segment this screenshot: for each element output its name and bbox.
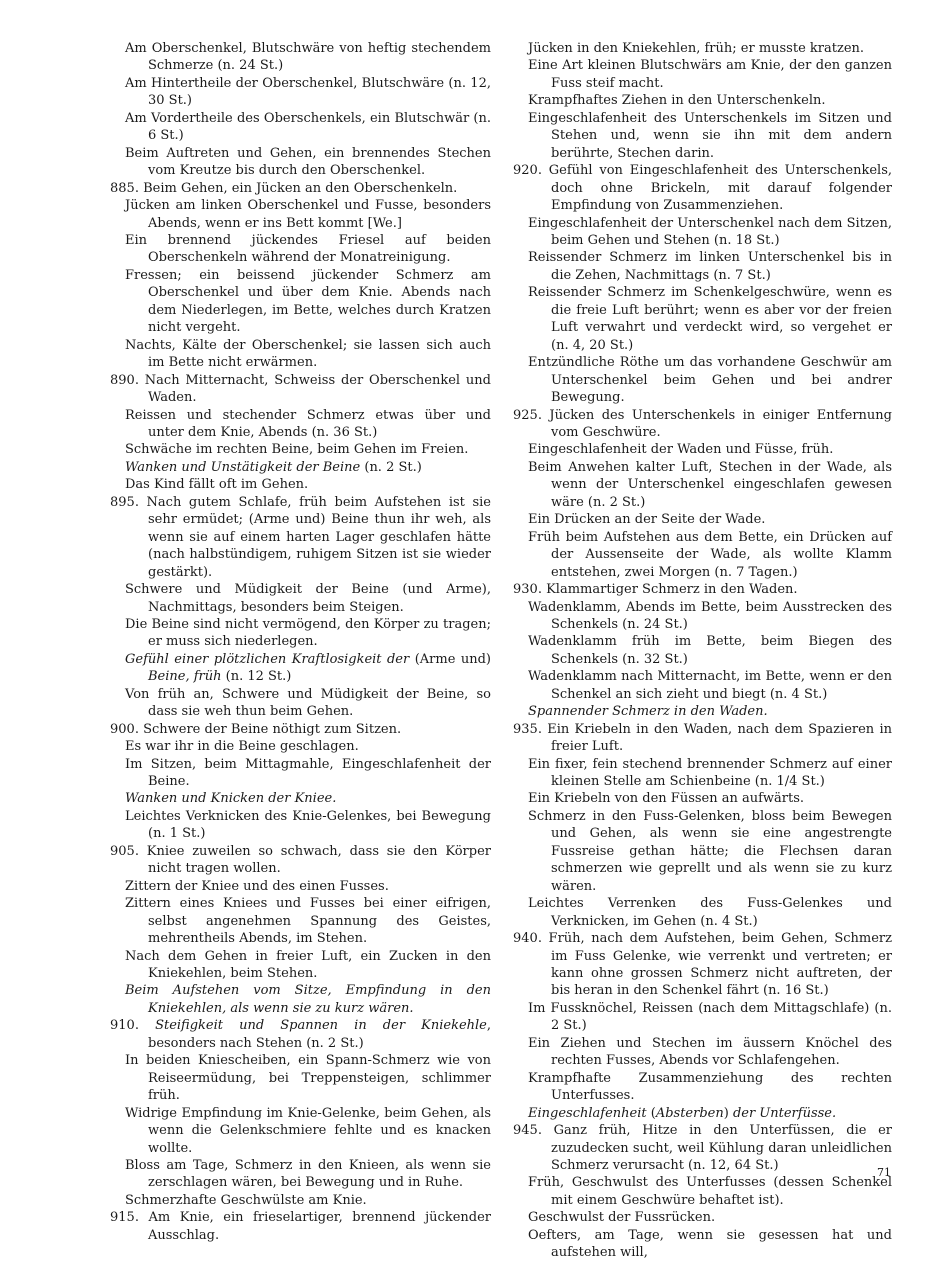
entry-text: Ein Ziehen und Stechen im äussern Knöchel des rechten Fusses, Abends vor Schlafengehen. <box>528 1035 892 1069</box>
entry-text: Wadenklamm früh im Bette, beim Biegen des Schenkels (n. 32 St.) <box>528 634 892 667</box>
symptom-entry <box>513 599 892 634</box>
entry-text: Bloss am Tage, Schmerz in den Knieen, als wenn sie zerschlagen wären, bei Bewegung und in Ruhe. <box>125 1158 491 1191</box>
symptom-entry <box>110 948 491 983</box>
numbered-symptom-entry <box>110 843 491 878</box>
entry-text: Leichtes Verrenken des Fuss-Gelenkes und Verknicken, im Gehen (n. 4 St.) <box>528 896 892 929</box>
symptom-entry <box>110 1157 491 1192</box>
entry-text: 925. Jücken des Unterschenkels in einiger Entfernung vom Geschwüre. <box>513 407 892 440</box>
numbered-symptom-entry <box>110 180 491 197</box>
numbered-symptom-entry <box>513 930 892 1000</box>
left-column <box>110 40 491 1244</box>
symptom-entry <box>513 1209 892 1226</box>
entry-text: Jücken in den Kniekehlen, früh; er musste kratzen. <box>528 41 865 56</box>
entry-text: Fressen; ein beissend jückender Schmerz am Oberschenkel und über dem Knie. Abends nach dem Niederlegen, im Bette, welches durch Kratzen nicht vergeht. <box>125 267 491 336</box>
entry-text: 885. Beim Gehen, ein Jücken an den Oberschenkeln. <box>110 180 458 196</box>
symptom-entry <box>513 633 892 668</box>
symptom-entry <box>513 1035 892 1070</box>
symptom-entry <box>110 686 491 721</box>
symptom-entry <box>513 703 892 720</box>
entry-text: 940. Früh, nach dem Aufstehen, beim Gehen, Schmerz im Fuss Gelenke, wie verrenkt und vertreten; er kann ohne grossen Schmerz nicht auftreten, der bis heran in den Schenkel fährt (n. 16 St.) <box>513 931 892 999</box>
symptom-entry <box>513 441 892 458</box>
entry-text: Beim Auftreten und Gehen, ein brennendes Stechen vom Kreutze bis durch den Oberschenkel. <box>125 145 491 179</box>
symptom-entry <box>110 75 491 110</box>
symptom-entry <box>110 895 491 947</box>
symptom-entry <box>110 581 491 616</box>
entry-text: 890. Nach Mitternacht, Schweiss der Oberschenkel und Waden. <box>110 372 491 406</box>
italic-text: Eingeschlafenheit <box>528 1105 647 1121</box>
entry-text: Eine Art kleinen Blutschwärs am Knie, der den ganzen Fuss steif macht. <box>528 58 892 91</box>
entry-text: 920. Gefühl von Eingeschlafenheit des Unterschenkels, doch ohne Brickeln, mit darauf folgender Empfindung von Zusammenziehen. <box>513 163 892 214</box>
numbered-symptom-entry <box>110 1017 491 1052</box>
entry-text: Leichtes Verknicken des Knie-Gelenkes, bei Bewegung (n. 1 St.) <box>125 808 491 842</box>
entry-text: ( <box>646 1105 656 1121</box>
entry-text: Das Kind fällt oft im Gehen. <box>125 477 309 493</box>
italic-text: der Unterfüsse. <box>732 1105 837 1121</box>
entry-text: Schmerz in den Fuss-Gelenken, bloss beim Bewegen und Gehen, als wenn sie eine angestrengte Fussreise gethan hätte; die Flechsen daran schmerzen wie geprellt und als wenn sie zu kurz wären. <box>528 808 892 894</box>
entry-text: Ein fixer, fein stechend brennender Schmerz auf einer kleinen Stelle am Schienbeine (n. 1/4 St.) <box>528 756 892 790</box>
numbered-symptom-entry <box>513 581 892 598</box>
italic-text: Wanken und Knicken der Kniee. <box>125 791 337 807</box>
italic-text: Spannender Schmerz in den Waden. <box>528 704 768 720</box>
entry-text: 910. <box>110 1018 156 1034</box>
symptom-entry <box>513 1105 892 1122</box>
entry-text: (n. 12 St.) <box>221 669 292 685</box>
entry-text: Ein Drücken an der Seite der Wade. <box>528 512 766 528</box>
symptom-entry <box>110 878 491 895</box>
italic-text: Gefühl einer plötzlichen Kraftlosigkeit der <box>125 651 410 667</box>
symptom-entry <box>513 354 892 406</box>
symptom-entry <box>513 284 892 354</box>
symptom-entry <box>513 790 892 807</box>
entry-text: Schwäche im rechten Beine, beim Gehen im Freien. <box>125 442 469 458</box>
entry-text: Eingeschlafenheit der Waden und Füsse, früh. <box>528 442 834 458</box>
entry-text: Reissender Schmerz im linken Unterschenkel bis in die Zehen, Nachmittags (n. 7 St.) <box>528 250 892 283</box>
entry-text: Ein Kriebeln von den Füssen an aufwärts. <box>528 791 805 807</box>
symptom-entry <box>513 249 892 284</box>
entry-text: Die Beine sind nicht vermögend, den Körper zu tragen; er muss sich niederlegen. <box>125 616 491 650</box>
italic-text: Wanken und Unstätigkeit der Beine <box>125 459 361 475</box>
symptom-entry <box>110 459 491 476</box>
entry-text: Wadenklamm nach Mitternacht, im Bette, wenn er den Schenkel an sich zieht und biegt (n. 4 St.) <box>528 669 892 702</box>
symptom-entry <box>110 808 491 843</box>
entry-text: Beim Anwehen kalter Luft, Stechen in der Wade, als wenn der Unterschenkel eingeschlafen gewesen wäre (n. 2 St.) <box>528 459 892 510</box>
entry-text: (Arme und) <box>409 651 491 667</box>
entry-text: Eingeschlafenheit des Unterschenkels im Sitzen und Stehen und, wenn sie ihn mit dem andern berührte, Stechen darin. <box>528 110 892 161</box>
symptom-entry <box>110 110 491 145</box>
entry-text: Jücken am linken Oberschenkel und Fusse, besonders Abends, wenn er ins Bett kommt [We.] <box>125 198 491 231</box>
entry-text: Eingeschlafenheit der Unterschenkel nach dem Sitzen, beim Gehen und Stehen (n. 18 St.) <box>528 215 892 248</box>
symptom-entry <box>110 982 491 1017</box>
symptom-entry <box>513 459 892 511</box>
numbered-symptom-entry <box>110 1209 491 1244</box>
entry-text: Von früh an, Schwere und Müdigkeit der Beine, so dass sie weh thun beim Gehen. <box>125 686 491 720</box>
italic-text: Beim Aufstehen vom Sitze, Empfindung in den Kniekehlen, als wenn sie zu kurz wären. <box>125 983 491 1016</box>
symptom-entry <box>110 267 491 337</box>
symptom-entry <box>110 616 491 651</box>
entry-text: Zittern eines Kniees und Fusses bei einer eifrigen, selbst angenehmen Spannung des Geistes, mehrentheils Abends, im Stehen. <box>125 896 491 947</box>
symptom-entry <box>513 215 892 250</box>
entry-text: Am Hintertheile der Oberschenkel, Blutschwäre (n. 12, 30 St.) <box>125 75 491 109</box>
numbered-symptom-entry <box>513 721 892 756</box>
symptom-entry <box>110 337 491 372</box>
entry-text: Im Sitzen, beim Mittagmahle, Eingeschlafenheit der Beine. <box>125 756 491 790</box>
entry-text: 930. Klammartiger Schmerz in den Waden. <box>513 582 798 598</box>
numbered-symptom-entry <box>110 372 491 407</box>
numbered-symptom-entry <box>513 162 892 214</box>
symptom-entry <box>513 511 892 528</box>
symptom-entry <box>110 756 491 791</box>
page-number: 71 <box>877 1166 891 1179</box>
entry-text: Im Fussknöchel, Reissen (nach dem Mittagschlafe) (n. 2 St.) <box>528 1000 892 1034</box>
entry-text: 935. Ein Kriebeln in den Waden, nach dem Spazieren in freier Luft. <box>513 721 892 755</box>
entry-text: Früh, Geschwulst des Unterfusses (dessen Schenkel mit einem Geschwüre behaftet ist). <box>528 1175 892 1208</box>
symptom-entry <box>513 1174 892 1209</box>
numbered-symptom-entry <box>513 1122 892 1174</box>
symptom-entry <box>513 57 892 92</box>
symptom-entry <box>110 197 491 232</box>
symptom-entry <box>110 441 491 458</box>
symptom-entry <box>513 895 892 930</box>
entry-text: (n. 2 St.) <box>360 459 422 475</box>
entry-text: Schwere und Müdigkeit der Beine (und Arme), Nachmittags, besonders beim Steigen. <box>125 582 491 615</box>
entry-text: Reissen und stechender Schmerz etwas über und unter dem Knie, Abends (n. 36 St.) <box>125 407 491 440</box>
symptom-entry <box>110 790 491 807</box>
entry-text: Entzündliche Röthe um das vorhandene Geschwür am Unterschenkel beim Gehen und bei andrer Bewegung. <box>528 355 892 406</box>
entry-text: 945. Ganz früh, Hitze in den Unterfüssen, die er zuzudecken sucht, weil Kühlung daran unleidlichen Schmerz verursacht (n. 12, 64 St.) <box>513 1123 892 1173</box>
symptom-entry <box>110 476 491 493</box>
entry-text: 895. Nach gutem Schlafe, früh beim Aufstehen ist sie sehr ermüdet; (Arme und) Beine thun ihr weh, als wenn sie auf einem harten Lager geschlafen hätte (nach halbstündigem, ruhigem Sitzen ist sie wieder gestärkt). <box>110 494 491 580</box>
italic-text: Steifigkeit und Spannen in der Kniekehle <box>155 1018 487 1034</box>
entry-text: Es war ihr in die Beine geschlagen. <box>125 739 359 755</box>
right-column <box>513 40 892 1262</box>
symptom-entry <box>513 1227 892 1262</box>
symptom-entry <box>110 1192 491 1209</box>
symptom-entry <box>513 668 892 703</box>
numbered-symptom-entry <box>513 407 892 442</box>
entry-text: Zittern der Kniee und des einen Fusses. <box>125 878 389 894</box>
symptom-entry <box>110 145 491 180</box>
numbered-symptom-entry <box>110 721 491 738</box>
entry-text: In beiden Kniescheiben, ein Spann-Schmerz wie von Reiseermüdung, bei Treppensteigen, schlimmer früh. <box>125 1053 491 1104</box>
entry-text: ) <box>723 1105 733 1121</box>
numbered-symptom-entry <box>110 494 491 581</box>
symptom-entry <box>110 738 491 755</box>
entry-text: Nach dem Gehen in freier Luft, ein Zucken in den Kniekehlen, beim Stehen. <box>125 948 491 982</box>
italic-text: Beine, früh <box>148 669 222 685</box>
symptom-entry <box>110 232 491 267</box>
entry-text: 905. Kniee zuweilen so schwach, dass sie den Körper nicht tragen wollen. <box>110 843 491 877</box>
symptom-entry <box>513 1070 892 1105</box>
entry-text: Nachts, Kälte der Oberschenkel; sie lassen sich auch im Bette nicht erwärmen. <box>125 337 491 371</box>
symptom-entry <box>513 110 892 162</box>
entry-text: Früh beim Aufstehen aus dem Bette, ein Drücken auf der Aussenseite der Wade, als wollte Klamm entstehen, zwei Morgen (n. 7 Tagen.) <box>528 529 892 580</box>
symptom-entry <box>513 92 892 109</box>
symptom-entry <box>513 1000 892 1035</box>
symptom-entry <box>513 529 892 581</box>
entry-text: 915. Am Knie, ein frieselartiger, brennend jückender Ausschlag. <box>110 1210 491 1243</box>
entry-text: 900. Schwere der Beine nöthigt zum Sitzen. <box>110 721 402 737</box>
symptom-entry <box>110 1052 491 1104</box>
symptom-entry <box>513 40 892 57</box>
entry-text: Widrige Empfindung im Knie-Gelenke, beim Gehen, als wenn die Gelenkschmiere fehlte und es knacken wollte. <box>125 1105 491 1156</box>
entry-text: Geschwulst der Fussrücken. <box>528 1210 716 1226</box>
italic-text: Absterben <box>655 1105 724 1121</box>
entry-text: Am Oberschenkel, Blutschwäre von heftig stechendem Schmerze (n. 24 St.) <box>125 41 491 74</box>
entry-text: Krampfhafte Zusammenziehung des rechten Unterfusses. <box>528 1070 892 1104</box>
symptom-entry <box>110 651 491 686</box>
symptom-entry <box>513 756 892 791</box>
entry-text: , besonders nach Stehen (n. 2 St.) <box>148 1018 492 1051</box>
symptom-entry <box>110 40 491 75</box>
entry-text: Ein brennend jückendes Friesel auf beiden Oberschenkeln während der Monatreinigung. <box>125 232 491 266</box>
symptom-entry <box>110 407 491 442</box>
entry-text: Reissender Schmerz im Schenkelgeschwüre, wenn es die freie Luft berührt; wenn es aber vor der freien Luft verwahrt und verdeckt wird, so vergehet er (n. 4, 20 St.) <box>528 285 892 353</box>
entry-text: Am Vordertheile des Oberschenkels, ein Blutschwär (n. 6 St.) <box>125 110 491 144</box>
entry-text: Wadenklamm, Abends im Bette, beim Ausstrecken des Schenkels (n. 24 St.) <box>528 599 892 632</box>
entry-text: Krampfhaftes Ziehen in den Unterschenkeln. <box>528 93 826 109</box>
entry-text: Schmerzhafte Geschwülste am Knie. <box>125 1192 367 1208</box>
entry-text: Oefters, am Tage, wenn sie gesessen hat und aufstehen will, <box>528 1227 892 1261</box>
symptom-entry <box>110 1105 491 1157</box>
symptom-entry <box>513 808 892 895</box>
